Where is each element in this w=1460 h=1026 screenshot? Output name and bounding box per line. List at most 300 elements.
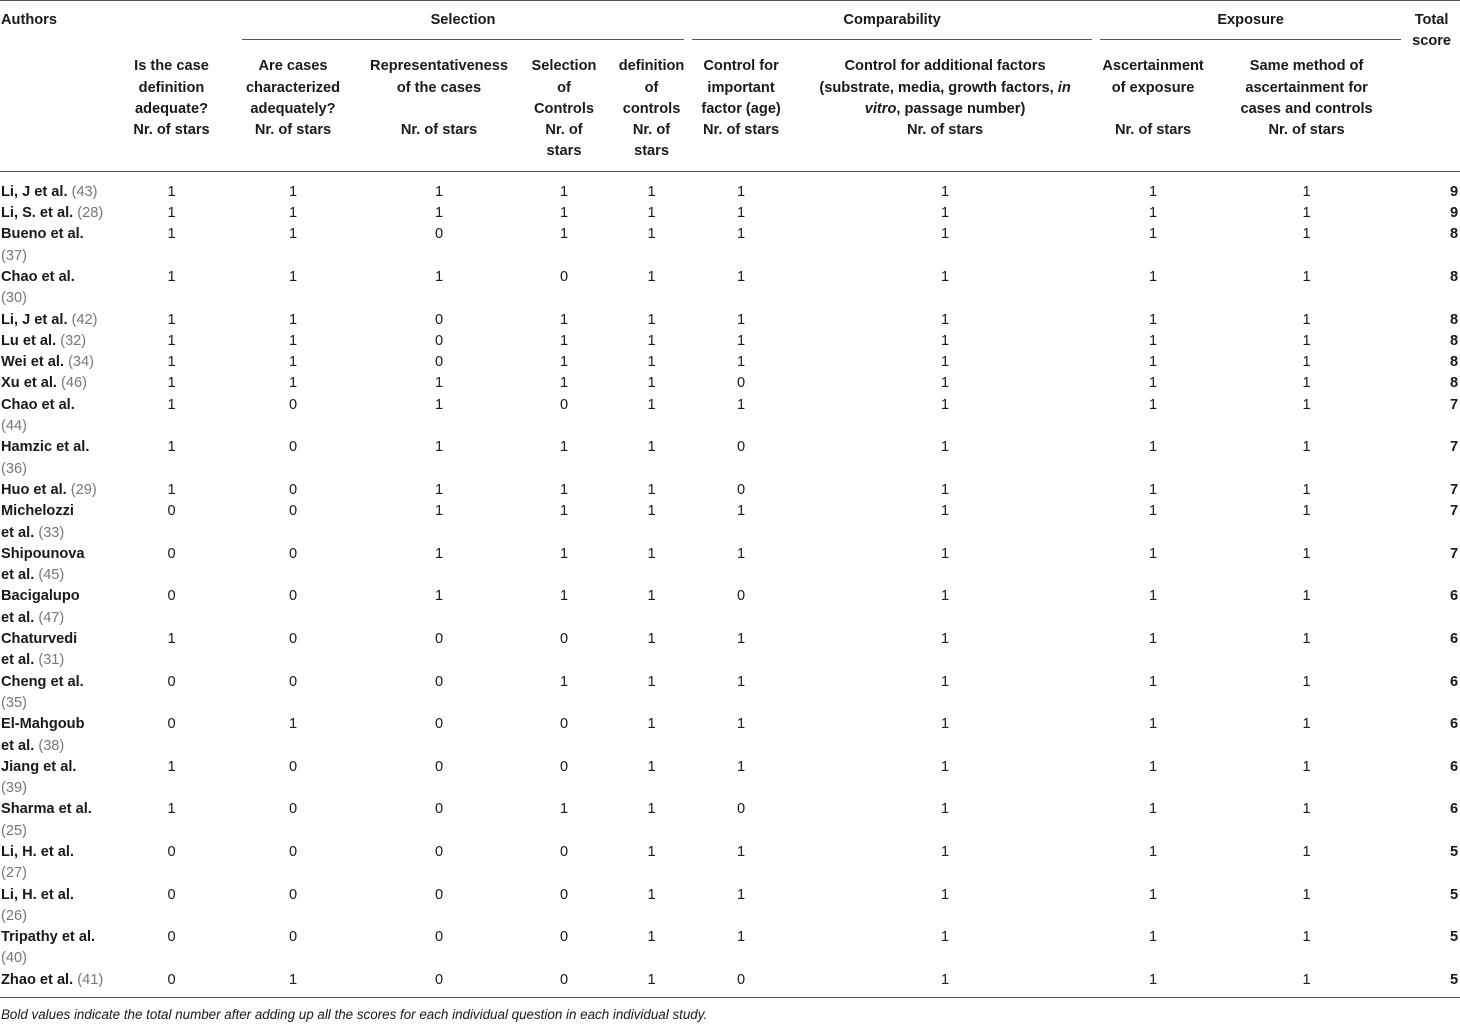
- score-cell-control-age: 1: [737, 183, 746, 200]
- score-cell-control-age: 1: [737, 631, 746, 648]
- score-cell-same-method-ascertainment: 1: [1302, 354, 1311, 371]
- total-score-cell: 9: [1449, 205, 1459, 222]
- score-cell-control-additional-factors: 1: [941, 268, 950, 285]
- score-cell-cases-characterized: 1: [288, 226, 298, 243]
- total-score-cell: 8: [1449, 268, 1459, 285]
- score-cell-same-method-ascertainment: 1: [1302, 439, 1311, 456]
- table-row: [0, 586, 1460, 629]
- reference-link[interactable]: (29): [70, 481, 97, 498]
- table-row: [0, 672, 1460, 715]
- reference-link[interactable]: (34): [68, 354, 95, 371]
- reference-link[interactable]: (47): [38, 609, 65, 626]
- score-cell-case-definition: 1: [167, 758, 176, 775]
- score-cell-control-additional-factors: 1: [941, 205, 950, 222]
- score-cell-definition-of-controls: 1: [647, 673, 656, 690]
- score-cell-selection-of-controls: 0: [559, 886, 569, 903]
- score-cell-control-additional-factors: 1: [941, 588, 950, 605]
- score-cell-case-definition: 1: [167, 801, 176, 818]
- score-cell-definition-of-controls: 1: [647, 545, 656, 562]
- author-cell: [0, 799, 122, 842]
- table-row: [0, 437, 1460, 480]
- score-cell-ascertainment-of-exposure: 1: [1149, 375, 1158, 392]
- score-cell-cases-characterized: 0: [288, 673, 298, 690]
- score-cell-control-age: 0: [737, 481, 746, 498]
- score-cell-selection-of-controls: 1: [559, 205, 569, 222]
- table-row: [0, 501, 1460, 544]
- score-cell-case-definition: 0: [167, 673, 176, 690]
- score-cell-ascertainment-of-exposure: 1: [1149, 631, 1158, 648]
- score-cell-definition-of-controls: 1: [647, 354, 656, 371]
- score-cell-ascertainment-of-exposure: 1: [1149, 396, 1158, 413]
- score-cell-control-age: 1: [737, 758, 746, 775]
- table-row: [0, 171, 1460, 203]
- author-name: Sharma et al.: [1, 801, 92, 818]
- score-cell-case-definition: 1: [167, 396, 176, 413]
- score-cell-same-method-ascertainment: 1: [1302, 503, 1311, 520]
- score-cell-control-additional-factors: 1: [941, 481, 950, 498]
- total-score-cell: 8: [1449, 226, 1459, 243]
- total-score-cell: 8: [1449, 375, 1459, 392]
- table-row: [0, 267, 1460, 310]
- score-cell-same-method-ascertainment: 1: [1302, 183, 1311, 200]
- selection-group-label: Selection: [242, 10, 684, 40]
- score-cell-definition-of-controls: 1: [647, 631, 656, 648]
- score-cell-selection-of-controls: 1: [559, 503, 569, 520]
- author-name: Bueno et al.: [1, 226, 84, 243]
- score-cell-control-additional-factors: 1: [941, 971, 950, 988]
- score-cell-definition-of-controls: 1: [647, 183, 656, 200]
- score-cell-case-definition: 1: [167, 311, 176, 328]
- author-cell: [0, 171, 122, 203]
- score-cell-same-method-ascertainment: 1: [1302, 332, 1311, 349]
- score-cell-control-age: 0: [737, 588, 746, 605]
- score-cell-case-definition: 0: [167, 886, 176, 903]
- score-cell-ascertainment-of-exposure: 1: [1149, 588, 1158, 605]
- score-cell-selection-of-controls: 0: [559, 843, 569, 860]
- score-cell-representativeness: 0: [434, 929, 444, 946]
- table-row: [0, 480, 1460, 501]
- score-cell-cases-characterized: 1: [288, 332, 298, 349]
- author-cell: [0, 544, 122, 587]
- reference-link[interactable]: (35): [1, 694, 27, 711]
- column-header-case-definition: Is the case definition adequate? Nr. of stars: [122, 48, 221, 171]
- score-cell-representativeness: 1: [434, 503, 444, 520]
- reference-link[interactable]: (46): [61, 375, 87, 392]
- score-cell-ascertainment-of-exposure: 1: [1149, 929, 1158, 946]
- score-cell-cases-characterized: 0: [288, 758, 298, 775]
- author-name: Chao et al.: [1, 396, 75, 413]
- author-name: Jiang et al.: [1, 758, 77, 775]
- total-score-cell: 6: [1449, 716, 1459, 733]
- score-cell-case-definition: 1: [167, 375, 176, 392]
- score-cell-ascertainment-of-exposure: 1: [1149, 183, 1158, 200]
- score-cell-definition-of-controls: 1: [647, 843, 656, 860]
- table-row: [0, 203, 1460, 224]
- score-cell-same-method-ascertainment: 1: [1302, 205, 1311, 222]
- score-cell-selection-of-controls: 1: [559, 801, 569, 818]
- score-cell-definition-of-controls: 1: [647, 971, 656, 988]
- score-cell-control-additional-factors: 1: [941, 354, 950, 371]
- author-cell: [0, 203, 122, 224]
- score-cell-selection-of-controls: 0: [559, 971, 569, 988]
- score-cell-ascertainment-of-exposure: 1: [1149, 758, 1158, 775]
- reference-link[interactable]: (26): [1, 907, 27, 924]
- score-cell-representativeness: 1: [434, 588, 444, 605]
- author-name: Bacigalupo et al.: [1, 588, 80, 626]
- table-row: [0, 842, 1460, 885]
- author-name: Wei et al.: [1, 354, 64, 371]
- score-cell-selection-of-controls: 0: [559, 396, 569, 413]
- score-cell-definition-of-controls: 1: [647, 205, 656, 222]
- score-cell-selection-of-controls: 0: [559, 716, 569, 733]
- table-row: [0, 544, 1460, 587]
- reference-link[interactable]: (31): [38, 652, 65, 669]
- score-cell-selection-of-controls: 1: [559, 588, 569, 605]
- score-cell-definition-of-controls: 1: [647, 503, 656, 520]
- score-cell-control-age: 0: [737, 971, 746, 988]
- reference-link[interactable]: (36): [1, 460, 27, 477]
- score-cell-representativeness: 1: [434, 183, 444, 200]
- total-score-cell: 8: [1449, 354, 1459, 371]
- table-row: [0, 310, 1460, 331]
- score-cell-representativeness: 1: [434, 396, 444, 413]
- score-cell-case-definition: 0: [167, 929, 176, 946]
- score-cell-definition-of-controls: 1: [647, 886, 656, 903]
- score-cell-control-age: 1: [737, 332, 746, 349]
- author-name: Li, J et al.: [1, 183, 68, 200]
- score-cell-cases-characterized: 0: [288, 801, 298, 818]
- score-cell-definition-of-controls: 1: [647, 226, 656, 243]
- score-cell-control-additional-factors: 1: [941, 886, 950, 903]
- table-row: [0, 799, 1460, 842]
- score-cell-selection-of-controls: 1: [559, 226, 569, 243]
- author-cell: [0, 714, 122, 757]
- score-cell-control-additional-factors: 1: [941, 716, 950, 733]
- column-header-same-method-ascertainment: Same method of ascertainment for cases and controls Nr. of stars: [1210, 48, 1403, 171]
- table-row: [0, 629, 1460, 672]
- score-cell-case-definition: 1: [167, 354, 176, 371]
- author-name: Li, H. et al.: [1, 886, 74, 903]
- total-score-cell: 7: [1449, 545, 1459, 562]
- reference-link[interactable]: (37): [1, 247, 27, 264]
- comparability-group-label: Comparability: [692, 10, 1092, 40]
- total-score-cell: 9: [1449, 183, 1459, 200]
- score-cell-case-definition: 0: [167, 843, 176, 860]
- table-row: [0, 927, 1460, 970]
- total-score-cell: 6: [1449, 673, 1459, 690]
- author-name: Li, H. et al.: [1, 843, 74, 860]
- total-score-header: Total score: [1403, 1, 1460, 172]
- score-cell-ascertainment-of-exposure: 1: [1149, 481, 1158, 498]
- score-cell-case-definition: 1: [167, 439, 176, 456]
- table-footnote: Bold values indicate the total number after adding up all the scores for each individual question in each individual study.: [0, 998, 1460, 1026]
- score-cell-ascertainment-of-exposure: 1: [1149, 311, 1158, 328]
- reference-link[interactable]: (43): [71, 183, 98, 200]
- exposure-group-label: Exposure: [1100, 10, 1401, 40]
- column-header-control-additional-factors: Control for additional factors (substrate, media, growth factors, in vitro, passage number) Nr. of stars: [794, 48, 1096, 171]
- author-cell: [0, 331, 122, 352]
- reference-link[interactable]: (40): [1, 950, 27, 967]
- column-header-ascertainment-of-exposure: Ascertainment of exposure Nr. of stars: [1096, 48, 1210, 171]
- score-cell-cases-characterized: 1: [288, 205, 298, 222]
- score-cell-same-method-ascertainment: 1: [1302, 631, 1311, 648]
- score-cell-case-definition: 1: [167, 205, 176, 222]
- score-cell-control-age: 1: [737, 311, 746, 328]
- score-cell-definition-of-controls: 1: [647, 929, 656, 946]
- total-score-cell: 6: [1449, 588, 1459, 605]
- score-cell-representativeness: 0: [434, 971, 444, 988]
- score-cell-ascertainment-of-exposure: 1: [1149, 801, 1158, 818]
- reference-link[interactable]: (38): [38, 737, 65, 754]
- table-row: [0, 757, 1460, 800]
- total-score-cell: 6: [1449, 758, 1459, 775]
- score-cell-selection-of-controls: 0: [559, 929, 569, 946]
- selection-group-header: [122, 1, 688, 49]
- score-cell-representativeness: 0: [434, 758, 444, 775]
- author-cell: [0, 629, 122, 672]
- score-cell-same-method-ascertainment: 1: [1302, 886, 1311, 903]
- author-name: Michelozzi et al.: [1, 503, 74, 541]
- table-row: [0, 714, 1460, 757]
- score-cell-cases-characterized: 1: [288, 716, 298, 733]
- score-cell-selection-of-controls: 1: [559, 311, 569, 328]
- total-score-cell: 7: [1449, 503, 1459, 520]
- score-cell-control-age: 0: [737, 439, 746, 456]
- score-cell-control-age: 1: [737, 503, 746, 520]
- score-cell-selection-of-controls: 1: [559, 375, 569, 392]
- score-cell-control-additional-factors: 1: [941, 332, 950, 349]
- author-cell: [0, 480, 122, 501]
- score-cell-selection-of-controls: 1: [559, 439, 569, 456]
- score-cell-definition-of-controls: 1: [647, 588, 656, 605]
- author-cell: [0, 885, 122, 928]
- score-cell-cases-characterized: 0: [288, 439, 298, 456]
- score-cell-definition-of-controls: 1: [647, 268, 656, 285]
- score-cell-same-method-ascertainment: 1: [1302, 545, 1311, 562]
- score-cell-selection-of-controls: 1: [559, 183, 569, 200]
- total-score-cell: 8: [1449, 332, 1459, 349]
- score-cell-definition-of-controls: 1: [647, 481, 656, 498]
- score-cell-cases-characterized: 1: [288, 311, 298, 328]
- score-cell-cases-characterized: 0: [288, 631, 298, 648]
- table-row: [0, 970, 1460, 998]
- group-header-row: [0, 1, 1460, 49]
- score-cell-cases-characterized: 0: [288, 886, 298, 903]
- score-cell-control-age: 1: [737, 396, 746, 413]
- score-cell-representativeness: 0: [434, 716, 444, 733]
- reference-link[interactable]: (25): [1, 822, 27, 839]
- column-header-row: [0, 48, 1460, 171]
- total-score-cell: 5: [1449, 971, 1459, 988]
- score-cell-case-definition: 1: [167, 226, 176, 243]
- score-cell-ascertainment-of-exposure: 1: [1149, 205, 1158, 222]
- score-cell-cases-characterized: 0: [288, 481, 298, 498]
- score-cell-case-definition: 1: [167, 631, 176, 648]
- score-cell-same-method-ascertainment: 1: [1302, 588, 1311, 605]
- score-cell-representativeness: 0: [434, 843, 444, 860]
- author-name: Chao et al.: [1, 268, 75, 285]
- score-cell-selection-of-controls: 1: [559, 545, 569, 562]
- score-cell-ascertainment-of-exposure: 1: [1149, 886, 1158, 903]
- total-score-cell: 6: [1449, 631, 1459, 648]
- table-row: [0, 352, 1460, 373]
- author-cell: [0, 757, 122, 800]
- author-name: Cheng et al.: [1, 673, 84, 690]
- score-cell-control-age: 0: [737, 801, 746, 818]
- reference-link[interactable]: (39): [1, 780, 27, 797]
- score-cell-ascertainment-of-exposure: 1: [1149, 503, 1158, 520]
- score-cell-same-method-ascertainment: 1: [1302, 375, 1311, 392]
- score-cell-selection-of-controls: 1: [559, 481, 569, 498]
- score-cell-representativeness: 1: [434, 481, 444, 498]
- score-cell-case-definition: 0: [167, 545, 176, 562]
- score-cell-definition-of-controls: 1: [647, 375, 656, 392]
- author-name: El-Mahgoub et al.: [1, 716, 85, 754]
- score-cell-same-method-ascertainment: 1: [1302, 843, 1311, 860]
- column-header-selection-of-controls: Selection of Controls Nr. of stars: [513, 48, 615, 171]
- reference-link[interactable]: (27): [1, 865, 27, 882]
- author-name: Hamzic et al.: [1, 439, 90, 456]
- score-cell-control-age: 1: [737, 545, 746, 562]
- total-score-cell: 6: [1449, 801, 1459, 818]
- score-cell-case-definition: 0: [167, 503, 176, 520]
- author-cell: [0, 970, 122, 998]
- score-cell-same-method-ascertainment: 1: [1302, 929, 1311, 946]
- score-cell-control-age: 1: [737, 226, 746, 243]
- score-cell-cases-characterized: 0: [288, 503, 298, 520]
- score-cell-ascertainment-of-exposure: 1: [1149, 673, 1158, 690]
- author-cell: [0, 927, 122, 970]
- author-cell: [0, 842, 122, 885]
- score-cell-control-additional-factors: 1: [941, 673, 950, 690]
- score-cell-selection-of-controls: 0: [559, 758, 569, 775]
- author-name: Shipounova et al.: [1, 545, 85, 584]
- footnote-row: [0, 998, 1460, 1026]
- score-cell-same-method-ascertainment: 1: [1302, 226, 1311, 243]
- score-cell-control-additional-factors: 1: [941, 503, 950, 520]
- column-header-control-age: Control for important factor (age) Nr. of stars: [688, 48, 794, 171]
- score-cell-selection-of-controls: 0: [559, 631, 569, 648]
- score-cell-control-additional-factors: 1: [941, 801, 950, 818]
- total-score-cell: 5: [1449, 843, 1459, 860]
- score-cell-selection-of-controls: 1: [559, 354, 569, 371]
- author-cell: [0, 437, 122, 480]
- score-cell-control-age: 1: [737, 929, 746, 946]
- score-cell-ascertainment-of-exposure: 1: [1149, 439, 1158, 456]
- score-cell-same-method-ascertainment: 1: [1302, 758, 1311, 775]
- comparability-group-header: [688, 1, 1096, 49]
- reference-link[interactable]: (30): [1, 290, 27, 307]
- score-cell-representativeness: 0: [434, 332, 444, 349]
- score-cell-cases-characterized: 1: [288, 183, 298, 200]
- score-cell-control-additional-factors: 1: [941, 843, 950, 860]
- score-cell-control-age: 1: [737, 205, 746, 222]
- table-body: [0, 171, 1460, 997]
- score-cell-definition-of-controls: 1: [647, 716, 656, 733]
- score-cell-representativeness: 0: [434, 226, 444, 243]
- score-cell-control-additional-factors: 1: [941, 311, 950, 328]
- author-name: Li, J et al.: [1, 311, 68, 328]
- score-cell-same-method-ascertainment: 1: [1302, 673, 1311, 690]
- score-cell-cases-characterized: 0: [288, 929, 298, 946]
- score-cell-cases-characterized: 0: [288, 843, 298, 860]
- reference-link[interactable]: (44): [1, 418, 27, 435]
- score-cell-representativeness: 0: [434, 354, 444, 371]
- score-cell-representativeness: 1: [434, 268, 444, 285]
- score-cell-case-definition: 1: [167, 183, 176, 200]
- score-cell-same-method-ascertainment: 1: [1302, 716, 1311, 733]
- score-cell-case-definition: 0: [167, 971, 176, 988]
- score-cell-definition-of-controls: 1: [647, 439, 656, 456]
- score-cell-definition-of-controls: 1: [647, 801, 656, 818]
- score-cell-ascertainment-of-exposure: 1: [1149, 971, 1158, 988]
- score-cell-control-age: 1: [737, 673, 746, 690]
- score-cell-control-age: 1: [737, 716, 746, 733]
- score-cell-case-definition: 1: [167, 332, 176, 349]
- score-cell-ascertainment-of-exposure: 1: [1149, 268, 1158, 285]
- score-cell-representativeness: 0: [434, 886, 444, 903]
- reference-link[interactable]: (32): [60, 332, 87, 349]
- score-cell-control-age: 1: [737, 843, 746, 860]
- score-cell-representativeness: 1: [434, 205, 444, 222]
- score-cell-representativeness: 0: [434, 311, 444, 328]
- table-row: [0, 224, 1460, 267]
- reference-link[interactable]: (41): [77, 971, 104, 988]
- author-name: Zhao et al.: [1, 971, 74, 988]
- score-cell-control-additional-factors: 1: [941, 631, 950, 648]
- score-cell-selection-of-controls: 1: [559, 332, 569, 349]
- score-cell-control-additional-factors: 1: [941, 396, 950, 413]
- table-row: [0, 331, 1460, 352]
- score-cell-representativeness: 1: [434, 375, 444, 392]
- score-cell-ascertainment-of-exposure: 1: [1149, 843, 1158, 860]
- author-cell: [0, 310, 122, 331]
- score-cell-same-method-ascertainment: 1: [1302, 801, 1311, 818]
- total-score-cell: 7: [1449, 481, 1459, 498]
- table-row: [0, 395, 1460, 438]
- column-header-representativeness: Representativeness of the cases Nr. of stars: [365, 48, 513, 171]
- author-name: Li, S. et al.: [1, 205, 74, 222]
- score-cell-control-additional-factors: 1: [941, 183, 950, 200]
- reference-link[interactable]: (33): [38, 524, 65, 541]
- score-cell-representativeness: 0: [434, 801, 444, 818]
- score-cell-control-additional-factors: 1: [941, 226, 950, 243]
- score-cell-case-definition: 0: [167, 588, 176, 605]
- author-cell: [0, 501, 122, 544]
- table-row: [0, 373, 1460, 394]
- total-score-cell: 7: [1449, 396, 1459, 413]
- score-cell-same-method-ascertainment: 1: [1302, 481, 1311, 498]
- table-row: [0, 885, 1460, 928]
- score-cell-control-additional-factors: 1: [941, 439, 950, 456]
- exposure-group-header: [1096, 1, 1403, 49]
- score-cell-case-definition: 1: [167, 481, 176, 498]
- score-cell-control-additional-factors: 1: [941, 929, 950, 946]
- total-score-cell: 5: [1449, 886, 1459, 903]
- column-header-cases-characterized: Are cases characterized adequately? Nr. of stars: [221, 48, 365, 171]
- author-cell: [0, 373, 122, 394]
- author-cell: [0, 586, 122, 629]
- author-cell: [0, 224, 122, 267]
- score-cell-case-definition: 1: [167, 268, 176, 285]
- score-cell-control-additional-factors: 1: [941, 758, 950, 775]
- authors-header: Authors: [0, 1, 122, 172]
- score-cell-same-method-ascertainment: 1: [1302, 396, 1311, 413]
- reference-link[interactable]: (45): [38, 567, 65, 584]
- total-score-cell: 8: [1449, 311, 1459, 328]
- reference-link[interactable]: (42): [71, 311, 98, 328]
- reference-link[interactable]: (28): [77, 205, 104, 222]
